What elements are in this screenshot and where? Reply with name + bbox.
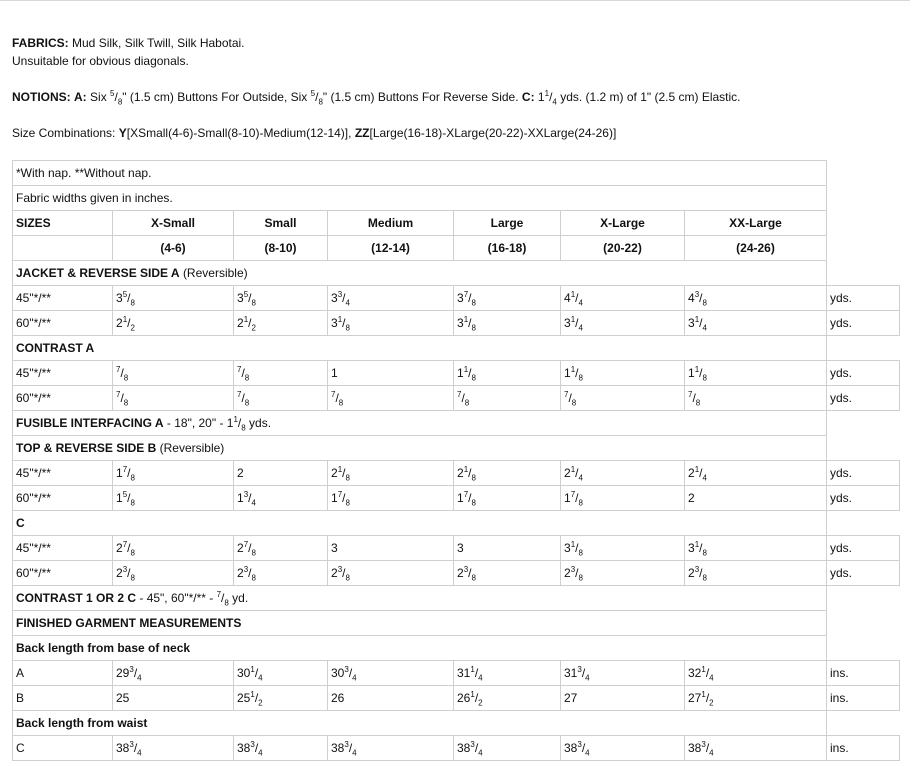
unit-cell: yds. [827,536,900,561]
value-cell: $2^3/_8$ [234,561,328,586]
section-label: JACKET & REVERSE SIDE A [16,266,180,280]
fraction: $^7/_8$ [463,290,476,308]
fraction: $^3/_8$ [243,565,256,583]
fraction: $^5/_8$ [122,490,135,508]
section-heading [13,336,827,361]
value-cell: 2 [234,461,328,486]
section-label: CONTRAST A [16,341,95,355]
fabrics-label: FABRICS: [12,36,69,50]
fraction: $^7/_8$ [457,390,470,408]
value-cell: $3^1/_4$ [685,311,827,336]
value-cell: 27 [561,686,685,711]
section-suffix: (Reversible) [182,266,248,280]
section-label: Back length from base of neck [16,641,191,655]
fraction: $^7/_8$ [688,390,701,408]
row-label: A [13,661,113,686]
value-cell: $3^1/_8$ [454,311,561,336]
row-label: 45"*/** [13,461,113,486]
value-cell: $3^5/_8$ [113,286,234,311]
fraction: $^3/_4$ [337,290,350,308]
fraction: $^3/_8$ [463,565,476,583]
data-row [13,486,900,511]
row-label: 45"*/** [13,361,113,386]
fraction: $^7/_8$ [122,465,135,483]
size-name: Small [234,211,328,236]
value-cell: $27^1/_2$ [685,686,827,711]
section-row [13,336,900,361]
fraction: $^7/_8$ [337,490,350,508]
section-suffix: - 45", 60"*/** - $^7/_8$ yd. [139,590,249,608]
size-name: X-Small [113,211,234,236]
row-label: 60"*/** [13,561,113,586]
value-cell: $1^7/_8$ [113,461,234,486]
section-heading [13,436,827,461]
row-label: 45"*/** [13,536,113,561]
unit-cell: yds. [827,386,900,411]
section-label: C [16,516,25,530]
size-y-code: Y [118,126,127,140]
section-heading [13,586,827,611]
value-cell: $3^7/_8$ [454,286,561,311]
notions-a-text-2: " (1.5 cm) Buttons For Outside, Six [122,90,308,104]
data-row [13,736,900,761]
section-suffix: - 18", 20" - $1^1/_8$ yds. [166,415,272,433]
value-cell [561,386,685,411]
fraction: $^1/_8$ [463,365,476,383]
value-cell [234,386,328,411]
fraction: $^3/_4$ [470,740,483,758]
fraction: $^1/_8$ [233,415,246,433]
value-cell: $3^1/_8$ [561,536,685,561]
fraction: $^5/_8$ [110,89,123,107]
fraction: $^7/_8$ [243,540,256,558]
size-name: Medium [328,211,454,236]
section-heading [13,411,827,436]
section-row [13,436,900,461]
sizes-header-row [13,211,900,236]
notions-label: NOTIONS: [12,90,71,104]
unit-cell: ins. [827,736,900,761]
size-range: (12-14) [328,236,454,261]
fraction: $^7/_8$ [122,540,135,558]
yardage-chart [12,160,900,761]
section-row [13,586,900,611]
notions-a-label: A: [74,90,87,104]
unit-cell: yds. [827,361,900,386]
fabrics-line [12,34,892,52]
unit-cell: yds. [827,311,900,336]
fraction: $^7/_8$ [463,490,476,508]
notions-a-text-3: " (1.5 cm) Buttons For Reverse Side. [322,90,519,104]
value-cell: $25^1/_2$ [234,686,328,711]
value-cell: $1^1/_8$ [685,361,827,386]
sizes-label: SIZES [13,211,113,236]
value-cell: $2^1/_2$ [113,311,234,336]
data-row [13,361,900,386]
fraction: $^1/_4$ [544,89,557,107]
fraction: $^3/_4$ [250,740,263,758]
size-combo-label: Size Combinations: [12,126,116,140]
value-cell: $26^1/_2$ [454,686,561,711]
size-zz-text: [Large(16-18)-XLarge(20-22)-XXLarge(24-26)] [369,126,617,140]
unit-cell: yds. [827,561,900,586]
value-cell: $29^3/_4$ [113,661,234,686]
value-cell: $3^1/_8$ [685,536,827,561]
value-cell: $38^3/_4$ [685,736,827,761]
value-cell: $1^7/_8$ [454,486,561,511]
fraction: $^3/_8$ [694,565,707,583]
data-row [13,536,900,561]
fraction: $^3/_4$ [344,665,357,683]
value-cell: $2^1/_8$ [328,461,454,486]
fraction: $^1/_8$ [463,465,476,483]
value-cell: $1^3/_4$ [234,486,328,511]
data-row [13,461,900,486]
top-divider [0,0,910,1]
fraction: $^1/_8$ [463,315,476,333]
widths-note: Fabric widths given in inches. [13,186,827,211]
size-name: Large [454,211,561,236]
value-cell: $2^3/_8$ [328,561,454,586]
value-cell [113,361,234,386]
value-cell: $38^3/_4$ [234,736,328,761]
fraction: $^1/_4$ [250,665,263,683]
section-row [13,411,900,436]
row-label: 60"*/** [13,486,113,511]
fraction: $^1/_4$ [570,290,583,308]
section-heading [13,711,827,736]
section-label: FINISHED GARMENT MEASUREMENTS [16,616,242,630]
fraction: $^3/_8$ [694,290,707,308]
fraction: $^7/_8$ [331,390,344,408]
fraction: $^7/_8$ [216,590,229,608]
value-cell: $2^3/_8$ [113,561,234,586]
fraction: $^7/_8$ [237,390,250,408]
value-cell: 2 [685,486,827,511]
section-row [13,711,900,736]
size-range-row [13,236,900,261]
size-y-text: [XSmall(4-6)-Small(8-10)-Medium(12-14)], [126,126,352,140]
notions-c-text: yds. (1.2 m) of 1" (2.5 cm) Elastic. [560,90,741,104]
value-cell: $38^3/_4$ [561,736,685,761]
section-heading [13,636,827,661]
fraction: $^1/_4$ [694,465,707,483]
fraction: $^7/_8$ [116,365,129,383]
fraction: $^1/_8$ [694,365,707,383]
value-cell: 26 [328,686,454,711]
size-range: (16-18) [454,236,561,261]
unit-cell: ins. [827,661,900,686]
section-row [13,636,900,661]
value-cell: 1 [328,361,454,386]
data-row [13,286,900,311]
fraction: $^7/_8$ [237,365,250,383]
value-cell: $38^3/_4$ [328,736,454,761]
value-cell: $1^7/_8$ [561,486,685,511]
size-range: (8-10) [234,236,328,261]
fraction: $^5/_8$ [310,89,323,107]
fraction: $^1/_2$ [243,315,256,333]
fraction: $^3/_8$ [337,565,350,583]
fraction: $^3/_8$ [122,565,135,583]
fraction: $^3/_4$ [577,740,590,758]
fraction: $^1/_4$ [694,315,707,333]
value-cell [234,361,328,386]
section-row [13,261,900,286]
data-row [13,661,900,686]
value-cell: $30^3/_4$ [328,661,454,686]
value-cell: $4^1/_4$ [561,286,685,311]
unit-cell: yds. [827,286,900,311]
fraction: $^7/_8$ [116,390,129,408]
size-range: (24-26) [685,236,827,261]
fraction: $^1/_8$ [570,365,583,383]
fraction: $^3/_4$ [129,740,142,758]
size-name: XX-Large [685,211,827,236]
value-cell: $2^3/_8$ [685,561,827,586]
row-label: 60"*/** [13,311,113,336]
value-cell: $2^1/_8$ [454,461,561,486]
size-combinations-line [12,124,892,142]
section-label: CONTRAST 1 OR 2 C [16,591,137,605]
value-cell: $1^1/_8$ [561,361,685,386]
section-label: TOP & REVERSE SIDE B [16,441,157,455]
fraction: $^1/_8$ [570,540,583,558]
fraction: $^1/_4$ [470,665,483,683]
fraction: $^5/_8$ [243,290,256,308]
value-cell: $30^1/_4$ [234,661,328,686]
value-cell: $4^3/_8$ [685,286,827,311]
data-row [13,386,900,411]
value-cell: $38^3/_4$ [454,736,561,761]
value-cell: $38^3/_4$ [113,736,234,761]
fraction: $^1/_8$ [337,465,350,483]
section-heading [13,261,827,286]
value-cell: $1^1/_8$ [454,361,561,386]
unit-cell: yds. [827,486,900,511]
value-cell [685,386,827,411]
note-row [13,161,900,186]
section-row [13,511,900,536]
section-label: Back length from waist [16,716,148,730]
value-cell: $1^7/_8$ [328,486,454,511]
fraction: $^3/_4$ [577,665,590,683]
fraction: $^5/_8$ [122,290,135,308]
fraction: $^1/_8$ [337,315,350,333]
value-cell [454,386,561,411]
fraction: $^3/_4$ [701,740,714,758]
value-cell: 3 [454,536,561,561]
size-name: X-Large [561,211,685,236]
value-cell [328,386,454,411]
fraction: $^1/_4$ [701,665,714,683]
row-label: C [13,736,113,761]
value-cell: $3^5/_8$ [234,286,328,311]
fraction: $^3/_4$ [243,490,256,508]
value-cell: $1^5/_8$ [113,486,234,511]
note-row [13,186,900,211]
notions-line [12,88,892,106]
notions-a-text-1: Six [90,90,107,104]
fraction: $^7/_8$ [564,390,577,408]
section-heading [13,511,827,536]
fraction: $^3/_4$ [129,665,142,683]
value-cell [113,386,234,411]
value-cell: $32^1/_4$ [685,661,827,686]
value-cell: 25 [113,686,234,711]
unit-cell: ins. [827,686,900,711]
row-label: 45"*/** [13,286,113,311]
data-row [13,686,900,711]
fraction: $^3/_4$ [344,740,357,758]
row-label: B [13,686,113,711]
data-row [13,311,900,336]
notions-c-whole: 1 [537,90,545,104]
value-cell: $2^3/_8$ [561,561,685,586]
value-cell: $2^1/_4$ [685,461,827,486]
value-cell: $2^7/_8$ [113,536,234,561]
fraction: $^1/_4$ [570,465,583,483]
section-row [13,611,900,636]
value-cell: $31^3/_4$ [561,661,685,686]
value-cell: $3^3/_4$ [328,286,454,311]
value-cell: $2^1/_4$ [561,461,685,486]
row-label: 60"*/** [13,386,113,411]
value-cell: 3 [328,536,454,561]
value-cell: $2^1/_2$ [234,311,328,336]
fabrics-text: Mud Silk, Silk Twill, Silk Habotai. [72,36,245,50]
section-heading [13,611,827,636]
value-cell: $3^1/_8$ [328,311,454,336]
fraction: $^1/_8$ [694,540,707,558]
fraction: $^1/_2$ [122,315,135,333]
size-zz-code: ZZ [354,126,370,140]
value-cell: $2^7/_8$ [234,536,328,561]
data-row [13,561,900,586]
fraction: $^1/_2$ [470,690,483,708]
nap-note: *With nap. **Without nap. [13,161,827,186]
fraction: $^3/_8$ [570,565,583,583]
fraction: $^1/_2$ [701,690,714,708]
value-cell: $2^3/_8$ [454,561,561,586]
unit-cell: yds. [827,461,900,486]
unsuitable-line: Unsuitable for obvious diagonals. [12,54,189,68]
value-cell: $31^1/_4$ [454,661,561,686]
section-label: FUSIBLE INTERFACING A [16,416,164,430]
fraction: $^7/_8$ [570,490,583,508]
size-range: (4-6) [113,236,234,261]
size-range: (20-22) [561,236,685,261]
section-suffix: (Reversible) [159,441,225,455]
notions-c-label: C: [521,90,535,104]
fraction: $^1/_2$ [250,690,263,708]
value-cell: $3^1/_4$ [561,311,685,336]
fraction: $^1/_4$ [570,315,583,333]
